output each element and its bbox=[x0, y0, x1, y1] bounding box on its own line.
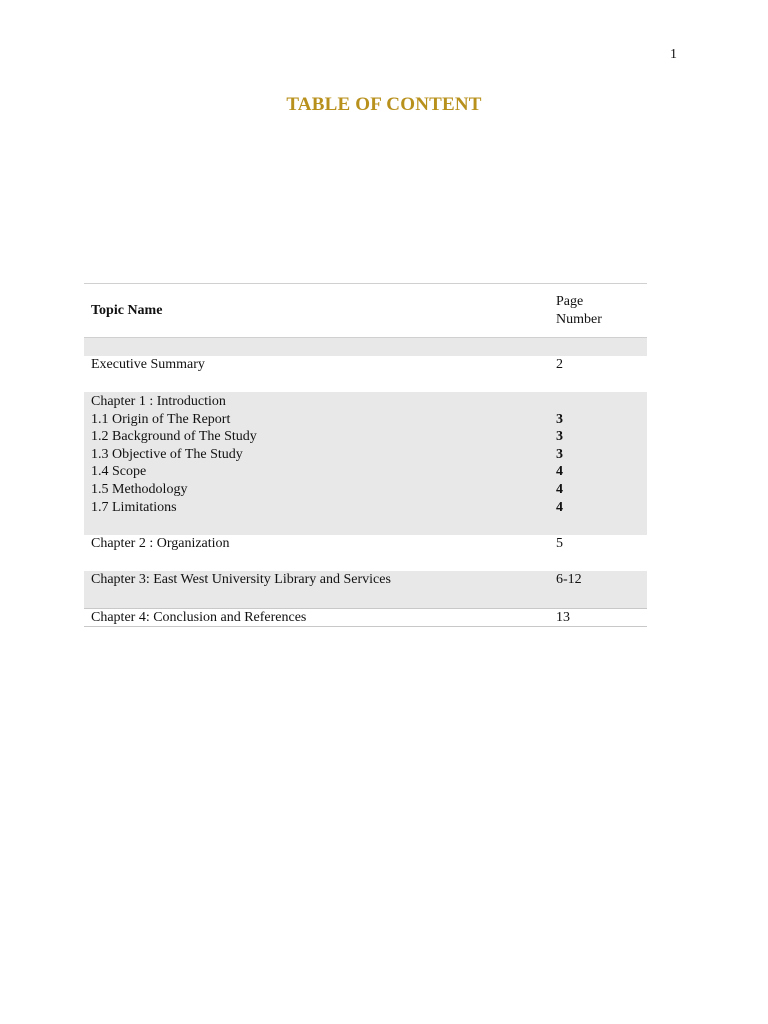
toc-subpage: 3 bbox=[556, 446, 563, 462]
toc-topic: Chapter 2 : Organization bbox=[91, 536, 230, 551]
toc-row-chapter-1 bbox=[84, 392, 647, 535]
page-header-line-2: Number bbox=[556, 311, 602, 327]
toc-row-chapter-3 bbox=[84, 571, 647, 608]
toc-table bbox=[84, 283, 647, 627]
toc-topic: Chapter 4: Conclusion and References bbox=[91, 610, 307, 625]
toc-row-chapter-4 bbox=[84, 608, 647, 627]
toc-subtopic: 1.3 Objective of The Study bbox=[91, 446, 243, 462]
toc-page: 13 bbox=[556, 610, 570, 625]
toc-subtopic: 1.2 Background of The Study bbox=[91, 429, 257, 445]
toc-page-blank bbox=[556, 393, 647, 411]
toc-topic: Chapter 1 : Introduction bbox=[91, 394, 226, 409]
page-number-header bbox=[556, 293, 647, 328]
toc-spacer-row bbox=[84, 338, 647, 356]
toc-topic-group bbox=[84, 393, 556, 535]
toc-row-chapter-2 bbox=[84, 535, 647, 571]
toc-page: 6-12 bbox=[556, 572, 582, 587]
toc-topic: Executive Summary bbox=[91, 357, 205, 372]
toc-subtopic: 1.4 Scope bbox=[91, 464, 147, 480]
topic-name-header: Topic Name bbox=[91, 302, 163, 318]
toc-page-group bbox=[556, 393, 647, 535]
toc-subpage: 4 bbox=[556, 464, 563, 480]
page-header-line-1: Page bbox=[556, 293, 584, 309]
toc-subtopic: 1.5 Methodology bbox=[91, 481, 188, 497]
toc-subtopic: 1.7 Limitations bbox=[91, 499, 177, 515]
toc-subpage: 4 bbox=[556, 499, 563, 515]
toc-page: 2 bbox=[556, 357, 563, 372]
toc-row-executive-summary bbox=[84, 356, 647, 392]
toc-header-row bbox=[84, 283, 647, 338]
toc-subpage: 4 bbox=[556, 481, 563, 497]
toc-subpage: 3 bbox=[556, 429, 563, 445]
toc-subpage: 3 bbox=[556, 411, 563, 427]
page-number: 1 bbox=[670, 47, 677, 62]
toc-topic: Chapter 3: East West University Library and Services bbox=[91, 572, 391, 587]
toc-page: 5 bbox=[556, 536, 563, 551]
page-title: TABLE OF CONTENT bbox=[286, 94, 482, 115]
toc-subtopic: 1.1 Origin of The Report bbox=[91, 411, 231, 427]
